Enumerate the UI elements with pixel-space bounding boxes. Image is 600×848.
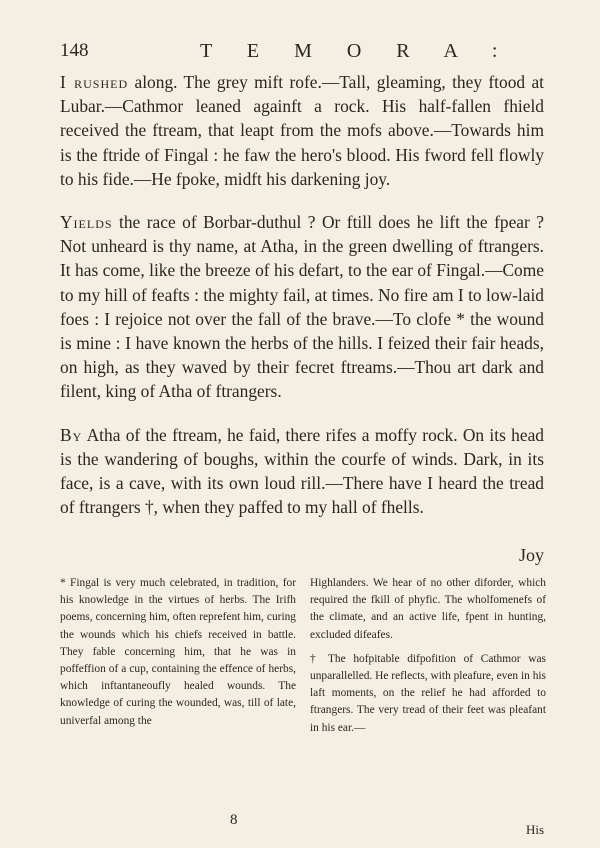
footnotes	[60, 575, 546, 744]
notes-catchword: His	[525, 822, 544, 837]
footnote: * Fingal is very much celebrated, in tradition, for his knowledge in the virtues of herbs. The Irifh poems, concerning him, often reprefent him, curing the wounds which his chiefs received in battle. They fable concerning him, that he was in poffeffion of a cup, containing the effence of herbs, which inftantaneoufly healed wounds. The knowledge of curing the wounded, was, till of late, univerfal among the	[60, 577, 296, 727]
main-text	[60, 70, 544, 538]
signature-mark: 8	[230, 812, 238, 828]
paragraph-lead: By	[60, 424, 83, 445]
paragraph-lead: Yields	[60, 212, 113, 233]
page-number: 148	[60, 40, 89, 61]
footnote-column-left	[60, 575, 296, 744]
running-title: T E M O R A :	[200, 40, 513, 62]
page-header	[60, 40, 540, 64]
footnote-continuation: Highlanders. We hear of no other diforder, which required the fkill of phyfic. The wholfomenefs of the climate, and an active life, fpent in hunting, excluded difeafes.	[310, 577, 546, 641]
paragraph-text: along. The grey mift rofe.—Tall, gleaming, they ftood at Lubar.—Cathmor leaned againft a rock. His half-fallen fhield received the ftream, that leapt from the mofs above.—Towards him is the ftride of Fingal : he faw the hero's blood. His fword fell flowly to his fide.—He fpoke, midft his darkening joy.	[60, 72, 544, 189]
paragraph	[60, 210, 544, 404]
paragraph-text: Atha of the ftream, he faid, there rifes a moffy rock. On its head is the wandering of boughs, within the courfe of winds. Dark, in its face, is a cave, with its own loud rill.—There have I heard the tread of ftrangers †, when they paffed to my hall of fhells.	[60, 424, 544, 518]
paragraph	[60, 70, 544, 191]
footnote: † The hofpitable difpofition of Cathmor was unparallelled. He reflects, with pleafure, even in his laft moments, on the relief he had afforded to ftrangers. The very tread of their feet was pleafant in his ear.—	[310, 652, 546, 734]
catchword: Joy	[518, 545, 544, 565]
paragraph-text: the race of Borbar-duthul ? Or ftill does he lift the fpear ? Not unheard is thy name, at Atha, in the green dwelling of ftrangers. It has come, like the breeze of his defart, to the ear of Fingal.—Come to my hill of feafts : the mighty fail, at times. No fire am I to low-laid foes : I rejoice not over the fall of the brave.—To clofe * the wound is mine : I have known the herbs of the hills. I feized their fair heads, on high, as they waved by their fecret ftreams.—Thou art dark and filent, king of Atha of ftrangers.	[60, 212, 544, 402]
footnote-column-right	[310, 575, 546, 744]
paragraph-lead: I rushed	[60, 72, 129, 92]
paragraph	[60, 423, 544, 520]
